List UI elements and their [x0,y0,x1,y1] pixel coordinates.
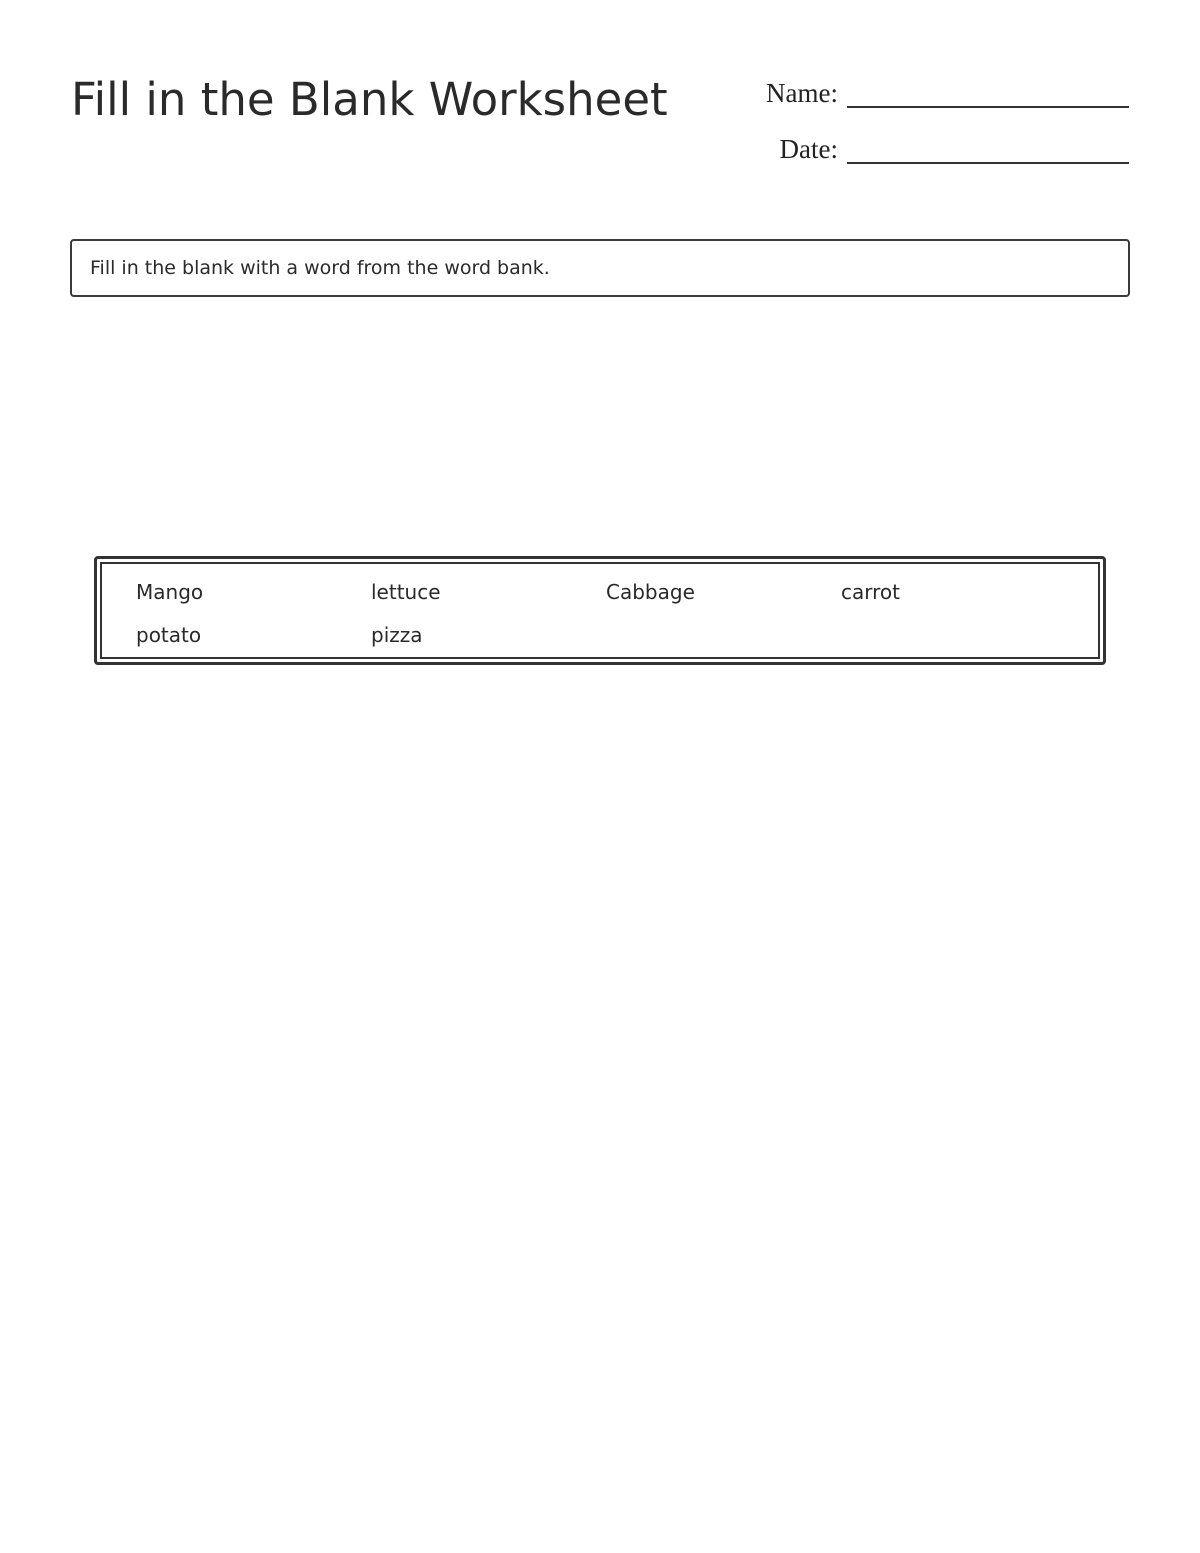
word-bank-item: lettuce [371,580,441,604]
word-bank-item: Cabbage [606,580,695,604]
word-bank-item: potato [136,623,202,647]
worksheet-title: Fill in the Blank Worksheet [71,73,668,126]
date-field [718,134,1129,164]
name-label: Name: [766,78,838,108]
word-bank-item: pizza [371,623,423,647]
name-field [718,78,1129,108]
word-bank-item: Mango [136,580,204,604]
word-bank-inner-border [100,562,1100,659]
name-blank-line [847,78,1129,108]
word-bank-grid [136,578,1076,664]
instructions-text: Fill in the blank with a word from the word bank. [90,257,550,279]
instructions-box [70,239,1130,297]
date-label: Date: [779,134,838,164]
date-blank-line [847,134,1129,164]
word-bank-item: carrot [841,580,900,604]
word-bank [94,556,1106,665]
